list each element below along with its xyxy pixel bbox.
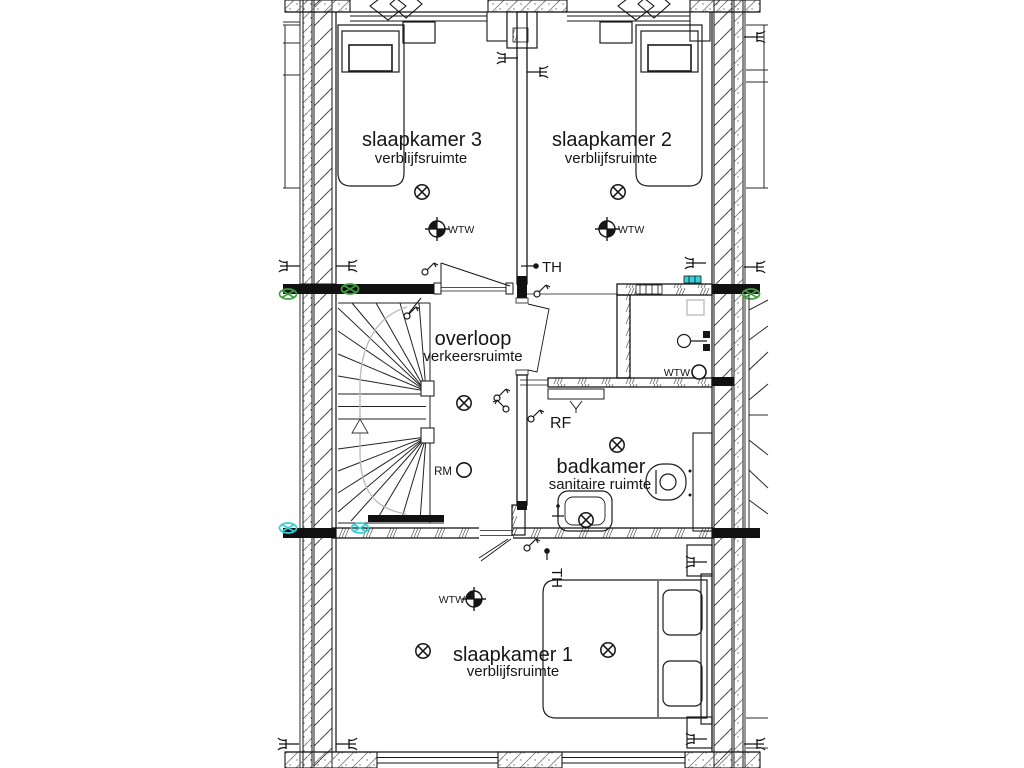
thermostat-label: TH (542, 259, 562, 276)
ceiling-light-icon (415, 185, 429, 199)
thermostat-label: TH (548, 568, 565, 588)
room-name: slaapkamer 2 (551, 129, 673, 151)
vent-supply-grille (684, 276, 701, 283)
room-subtitle: sanitaire ruimte (548, 476, 652, 493)
switch-icon (404, 298, 421, 319)
tech-room-equipment (678, 300, 711, 351)
nightstand (403, 22, 435, 43)
wtw-label: WTW (438, 594, 465, 606)
room-name: badkamer (556, 456, 646, 478)
wtw-valve-icon (462, 587, 486, 611)
toilet (646, 464, 692, 500)
smoke-detector-label: RM (434, 466, 452, 478)
socket-icon (278, 738, 299, 750)
switch-icon (494, 389, 510, 401)
socket-icon (336, 738, 357, 750)
wtw-valve-icon (425, 217, 449, 241)
socket-icon (685, 257, 706, 269)
room-label-slaapkamer2 (552, 129, 672, 167)
switch-icon (534, 285, 550, 297)
wtw-label: WTW (663, 367, 690, 379)
annotation-labels (434, 224, 690, 606)
wtw-unit-icon (692, 365, 706, 379)
room-label-badkamer (549, 456, 652, 493)
stairs (338, 303, 444, 523)
room-subtitle: verblijfsruimte (466, 663, 560, 680)
switch-icon (524, 539, 540, 551)
shower-unit (693, 433, 712, 531)
room-subtitle: verblijfsruimte (374, 150, 468, 167)
ceiling-light-icon (610, 438, 624, 452)
nightstand (600, 22, 632, 43)
stair-walkline (360, 307, 407, 514)
ceiling-light-icon (579, 513, 593, 527)
switch-icon (422, 263, 438, 275)
ceiling-light-icon (611, 185, 625, 199)
rf-label: RF (550, 415, 572, 432)
socket-icon (336, 260, 357, 272)
shaft (687, 300, 704, 315)
switch-icon (528, 410, 544, 422)
socket-icon (744, 31, 765, 43)
room-label-slaapkamer3 (362, 129, 482, 167)
thermostat-marker (544, 548, 550, 560)
socket-icon (686, 556, 707, 568)
nightstand (687, 545, 712, 576)
socket-icon (527, 66, 548, 78)
socket-icon (279, 260, 300, 272)
socket-icon (497, 52, 518, 64)
room-name: slaapkamer 1 (452, 644, 574, 666)
ceiling-light-icon (416, 644, 430, 658)
door-slaapkamer1 (479, 505, 525, 561)
room-label-slaapkamer1 (453, 644, 573, 680)
wtw-label: WTW (618, 224, 645, 236)
switch-icon (493, 400, 509, 412)
stair-direction-arrow (352, 419, 368, 433)
vent-grille (636, 285, 662, 294)
ceiling-light-icon (457, 396, 471, 410)
wtw-valve-icon (595, 217, 619, 241)
room-subtitle: verkeersruimte (423, 348, 523, 365)
door-slaapkamer3 (434, 263, 513, 294)
room-label-overloop (423, 328, 522, 365)
radiator (548, 389, 604, 413)
room-name: overloop (434, 328, 512, 350)
smoke-detector-icon (457, 463, 471, 477)
socket-icon (686, 733, 707, 745)
room-name: slaapkamer 3 (361, 129, 483, 151)
wtw-label: WTW (448, 224, 475, 236)
socket-icon (744, 261, 765, 273)
ceiling-light-icon (601, 643, 615, 657)
room-subtitle: verblijfsruimte (564, 150, 658, 167)
